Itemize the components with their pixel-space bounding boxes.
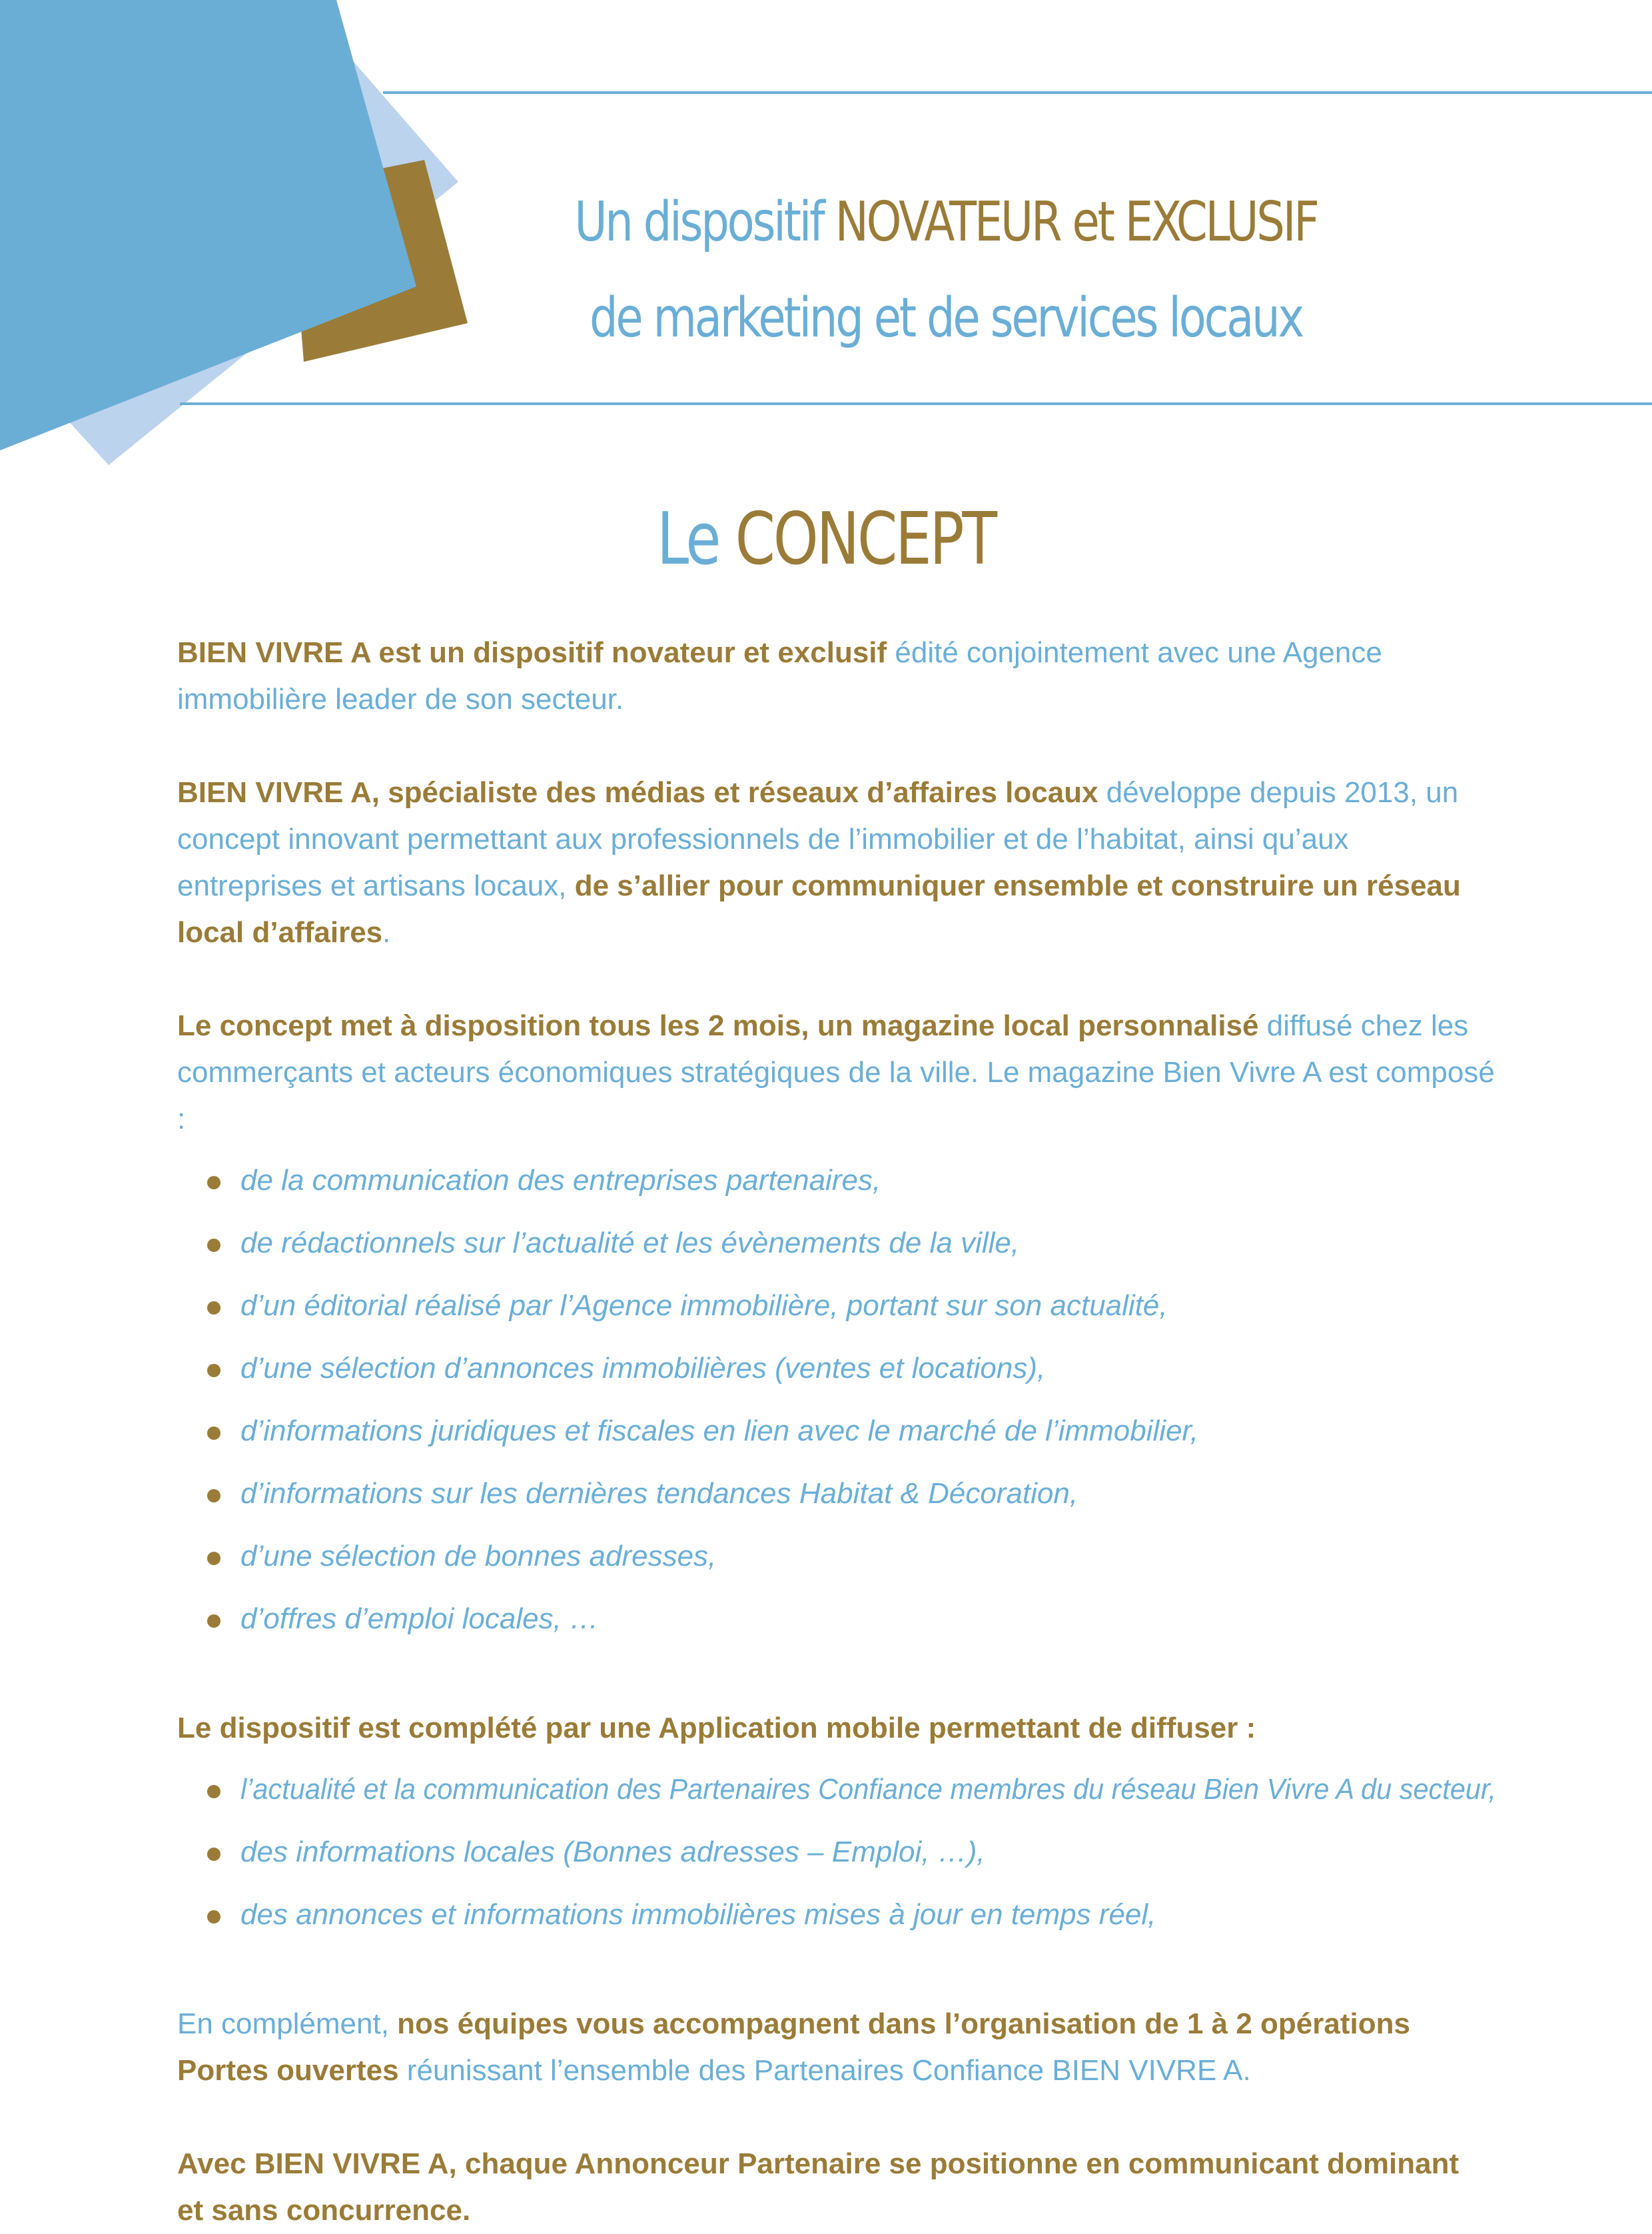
bullet-icon [207, 1614, 220, 1628]
list-item: d’une sélection de bonnes adresses, [177, 1533, 1496, 1596]
paragraph-app-emphasis: Le dispositif est complété par une Application mobile permettant de diffuser : [177, 1712, 1256, 1744]
paragraph-intro [177, 630, 1496, 723]
paragraph-specialist-emphasis-2: de s’allier pour communiquer ensemble et construire un réseau local d’affaires [177, 869, 1461, 949]
header-title [553, 175, 1340, 366]
bullet-icon [207, 1552, 220, 1565]
paragraph-specialist-text-1: développe depuis 2013, un concept innovant permettant aux professionnels de l’immobilier et de l’habitat, ainsi qu’aux entreprises et artisans locaux, [177, 776, 1459, 902]
list-item: de rédactionnels sur l’actualité et les évènements de la ville, [177, 1220, 1496, 1283]
header-title-line-2: de marketing et de services locaux [589, 286, 1303, 350]
paragraph-specialist-text-2: . [382, 916, 391, 949]
paragraph-magazine [177, 1003, 1496, 1143]
magazine-items-list [177, 1157, 1496, 1658]
paragraph-open-house-emphasis: nos équipes vous accompagnent dans l’organisation de 1 à 2 opérations Portes ouvertes [177, 2007, 1410, 2087]
header-rule-bottom [180, 402, 1652, 405]
list-item: de la communication des entreprises partenaires, [177, 1157, 1496, 1220]
paragraph-magazine-text: diffusé chez les commerçants et acteurs économiques stratégiques de la ville. Le magazine Bien Vivre A est composé : [177, 1009, 1495, 1135]
paragraph-intro-emphasis: BIEN VIVRE A est un dispositif novateur et exclusif [177, 636, 887, 669]
header-title-line-1 [553, 175, 1340, 271]
section-title-highlight: CONCEPT [735, 498, 995, 581]
list-item: l’actualité et la communication des Partenaires Confiance membres du réseau Bien Vivre A du secteur, [177, 1766, 1496, 1829]
paragraph-specialist-emphasis-1: BIEN VIVRE A, spécialiste des médias et réseaux d’affaires locaux [177, 776, 1098, 809]
paragraph-conclusion-line-2: et sans concurrence. [177, 2194, 471, 2227]
list-item: d’informations sur les dernières tendances Habitat & Décoration, [177, 1470, 1496, 1533]
header-title-highlight: NOVATEUR et EXCLUSIF [835, 191, 1318, 254]
bullet-icon [207, 1426, 220, 1440]
concept-content [177, 630, 1496, 2234]
paragraph-conclusion [177, 2141, 1496, 2234]
bullet-icon [207, 1785, 220, 1798]
paragraph-open-house-text-2: réunissant l’ensemble des Partenaires Confiance BIEN VIVRE A. [398, 2054, 1251, 2087]
header-title-lead: Un dispositif [574, 191, 835, 254]
bullet-icon [207, 1848, 220, 1861]
paragraph-intro-text: édité conjointement avec une Agence immobilière leader de son secteur. [177, 636, 1382, 716]
bullet-icon [207, 1489, 220, 1502]
paragraph-app [177, 1705, 1496, 1752]
header-rule-top [383, 91, 1652, 94]
list-item: d’un éditorial réalisé par l’Agence immobilière, portant sur son actualité, [177, 1283, 1496, 1345]
paragraph-open-house [177, 2001, 1496, 2094]
list-item: d’informations juridiques et fiscales en lien avec le marché de l’immobilier, [177, 1408, 1496, 1470]
bullet-icon [207, 1176, 220, 1189]
paragraph-magazine-emphasis: Le concept met à disposition tous les 2 mois, un magazine local personnalisé [177, 1009, 1259, 1042]
bullet-icon [207, 1364, 220, 1377]
list-item: d’offres d’emploi locales, … [177, 1596, 1496, 1658]
bullet-icon [207, 1910, 220, 1924]
list-item: d’une sélection d’annonces immobilières (ventes et locations), [177, 1345, 1496, 1408]
corner-decoration [0, 0, 480, 480]
paragraph-open-house-text-1: En complément, [177, 2007, 398, 2040]
list-item: des informations locales (Bonnes adresses – Emploi, …), [177, 1829, 1496, 1892]
paragraph-specialist [177, 770, 1496, 956]
list-item: des annonces et informations immobilières mises à jour en temps réel, [177, 1892, 1496, 1954]
paragraph-conclusion-line-1: Avec BIEN VIVRE A, chaque Annonceur Partenaire se positionne en communicant dominant [177, 2147, 1459, 2180]
bullet-icon [207, 1301, 220, 1315]
bullet-icon [207, 1239, 220, 1252]
app-items-list [177, 1766, 1496, 1954]
section-title-lead: Le [657, 498, 735, 581]
section-title [570, 496, 1082, 583]
